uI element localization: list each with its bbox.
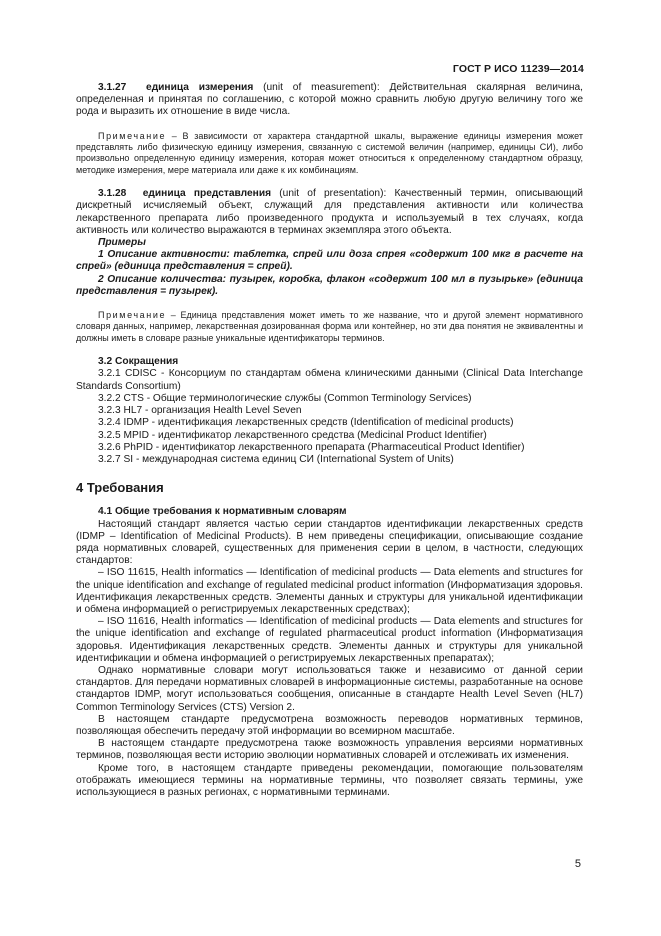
- note-text: – Единица представления может иметь то же название, что и другой элемент нормативного словаря данных, например, лекарственная дозированная форма или контейнер, но эти два понятия не эквивалентны и должны иметь в словаре разные уникальные идентификаторы терминов.: [76, 310, 583, 343]
- paragraph: Настоящий стандарт является частью серии стандартов идентификации лекарственных средств (IDMP – Identification of Medicinal Products). В нем приведены спецификации, описывающие создание ряда нормативных словарей, существенных для применения серии в целом, в частности, следующих стандартов:: [76, 518, 583, 567]
- paragraph: Кроме того, в настоящем стандарте приведены рекомендации, помогающие пользователям отображать имеющиеся термины на нормативные термины, что позволяет связать термины, уже использующиеся в разных регионах, с нормативными терминами.: [76, 762, 583, 798]
- subsection-4-1-heading: 4.1 Общие требования к нормативным словарям: [98, 506, 347, 518]
- paragraph: В настоящем стандарте предусмотрена также возможность управления версиями нормативных терминов, позволяющая вести историю эволюции нормативных словарей и отслеживать их изменения.: [76, 738, 583, 762]
- term-name: единица представления: [142, 188, 272, 200]
- note-2: [76, 310, 583, 344]
- page-number: 5: [574, 858, 581, 870]
- example-2: 2 Описание количества: пузырек, коробка, флакон «содержит 100 мл в пузырьке» (единица представления = пузырек).: [76, 273, 583, 297]
- abbrev-item: 3.2.3 HL7 - организация Health Level Seven: [98, 405, 302, 417]
- abbrev-item: 3.2.2 CTS - Общие терминологические службы (Common Terminology Services): [98, 392, 472, 404]
- abbrev-item: 3.2.6 PhPID - идентификатор лекарственного препарата (Pharmaceutical Product Identifier): [98, 441, 525, 453]
- note-1: [76, 131, 583, 177]
- clause-text: (unit of measurement): Действительная скалярная величина, определенная и принятая по соглашению, с которой можно сравнить любую другую величину того же рода и выразить их отношение в виде числа.: [76, 82, 584, 118]
- abbrev-title: 3.2 Сокращения: [98, 356, 179, 368]
- clause-number: 3.1.28: [98, 188, 127, 200]
- note-label: Примечание: [98, 130, 167, 141]
- clause-number: 3.1.27: [98, 82, 127, 93]
- abbrev-item: 3.2.1 CDISC - Консорциум по стандартам обмена клиническими данными (Clinical Data Interchange Standards Consortium): [76, 368, 583, 392]
- note-label: Примечание: [98, 310, 167, 321]
- section-4-heading: 4 Требования: [76, 480, 164, 496]
- clause-text: (unit of presentation): Качественный термин, описывающий дискретный исчисляемый объект, служащий для представления активности или количества лекарственного препарата либо произведенного продукта и используемый в тех случаях, когда активность или количество выражаются в терминах экземпляра этого объекта.: [76, 188, 583, 236]
- abbrev-item: 3.2.7 SI - международная система единиц СИ (International System of Units): [98, 453, 454, 465]
- term-name: единица измерения: [146, 82, 254, 93]
- abbrev-item: 3.2.4 IDMP - идентификация лекарственных средств (Identification of medicinal products): [98, 417, 514, 429]
- note-text: – В зависимости от характера стандартной шкалы, выражение единицы измерения может представлять либо физическую единицу измерения, связанную с системой величин (например, единицы СИ), либо произвольно определенную единицу измерения, которая может относиться к определенному стандартном образцу, методике измерения, мере материала или даже к их комбинациям.: [76, 130, 583, 175]
- list-item: – ISO 11615, Health informatics — Identification of medicinal products — Data elements and structures for the unique identification and exchange of regulated medicinal product information (Информатизация здоровья. Идентификация лекарственных средств. Элементы данных и структуры для уникальной идентификации и обмена информацией о регистрируемых лекарственных средствах);: [76, 567, 583, 615]
- page-content: [76, 82, 583, 799]
- abbrev-item: 3.2.5 MPID - идентификатор лекарственного средства (Medicinal Product Identifier): [98, 429, 487, 441]
- clause-3-1-27: [76, 82, 583, 119]
- document-header: ГОСТ Р ИСО 11239—2014: [452, 63, 584, 75]
- paragraph: Однако нормативные словари могут использоваться также и независимо от данной серии стандартов. Для передачи нормативных словарей в информационные системы, разработанные на основе стандартов IDMP, могут использоваться сообщения, описанные в стандарте Health Level Seven (HL7) Common Terminology Services (CTS) Version 2.: [76, 664, 583, 713]
- examples-title: Примеры: [98, 237, 146, 249]
- clause-3-1-28: [76, 188, 583, 237]
- list-item: – ISO 11616, Health informatics — Identification of medicinal products — Data elements and structures for the unique identification and exchange of regulated pharmaceutical product information (Информатизация здоровья. Идентификация лекарственных средств. Элементы данных и структуры для уникальной идентификации и обмена информацией о регистрируемых лекарственных препаратах);: [76, 616, 583, 664]
- paragraph: В настоящем стандарте предусмотрена возможность переводов нормативных терминов, позволяющая обеспечить передачу этой информации во всемирном масштабе.: [76, 713, 583, 737]
- example-1: 1 Описание активности: таблетка, спрей или доза спрея «содержит 100 мкг в расчете на спрей» (единица представления = спрей).: [76, 249, 583, 273]
